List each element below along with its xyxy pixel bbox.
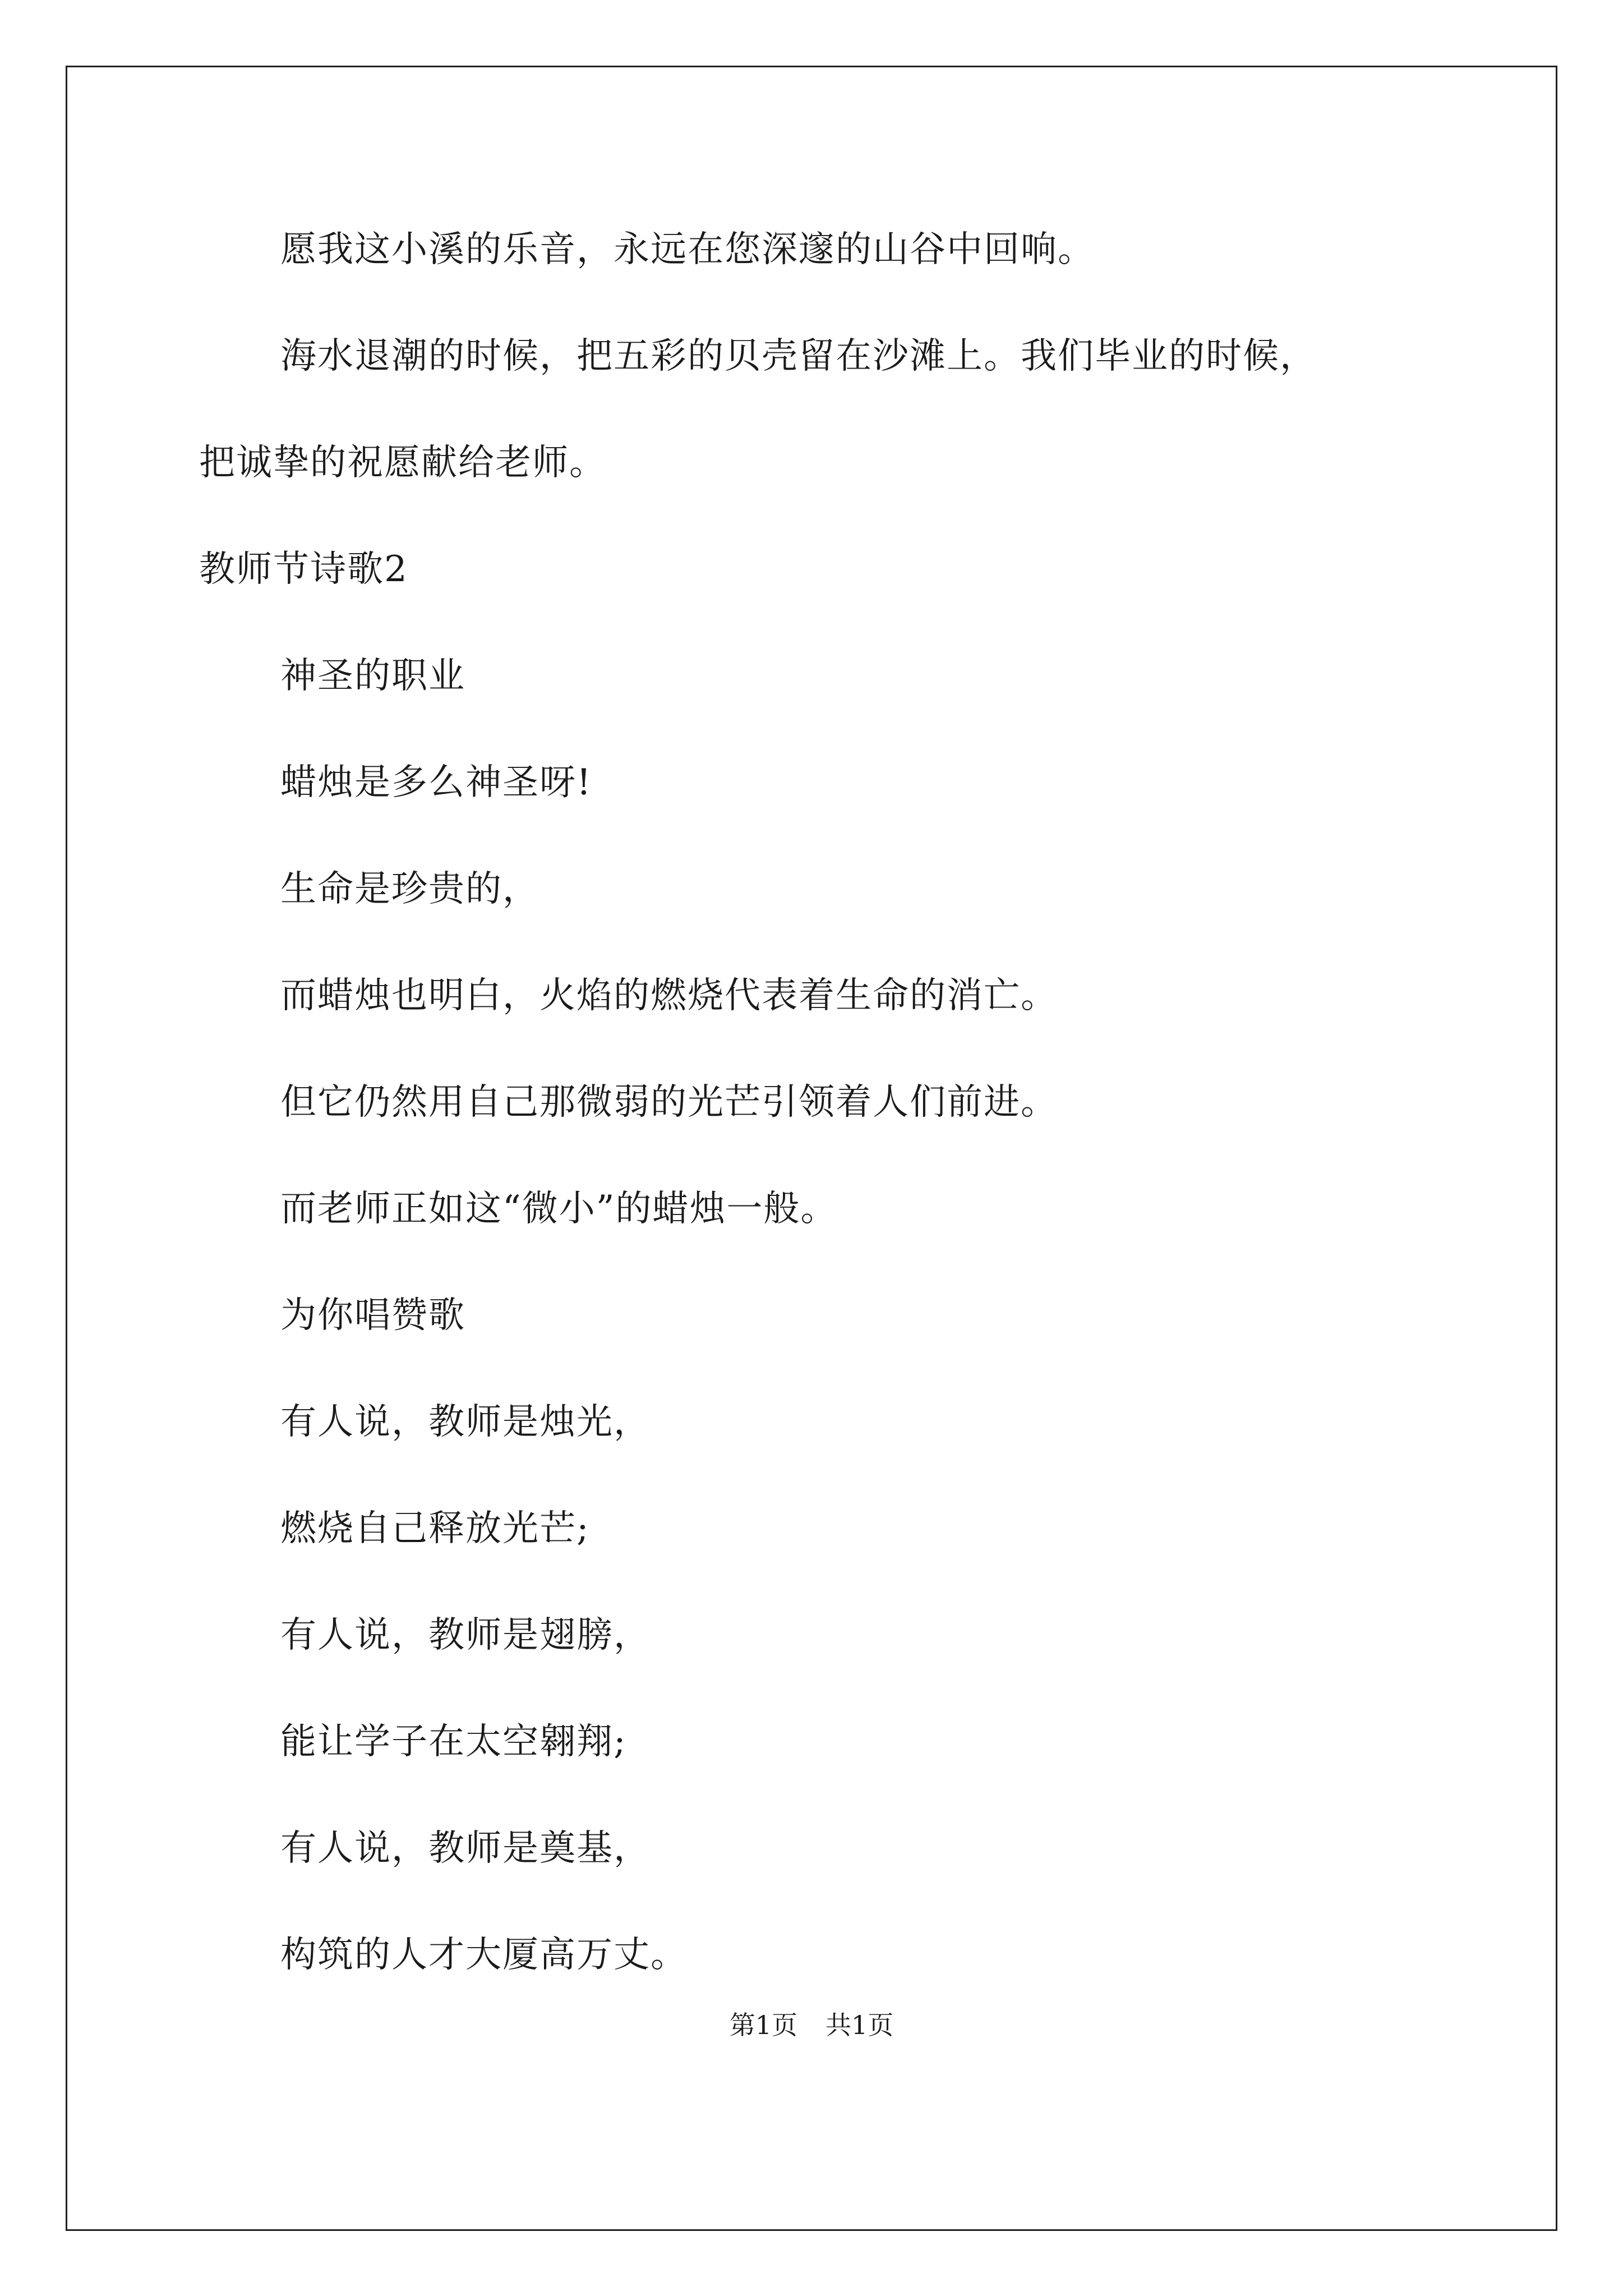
page-total: 共1页 [826, 2010, 894, 2040]
paragraph-2-line-1: 海水退潮的时候，把五彩的贝壳留在沙滩上。我们毕业的时候， [280, 335, 1317, 377]
section-heading: 教师节诗歌2 [199, 549, 408, 590]
poem-line: 有人说，教师是翅膀， [280, 1614, 651, 1656]
poem-line: 有人说，教师是烛光， [280, 1401, 651, 1443]
poem-line: 构筑的人才大厦高万丈。 [280, 1934, 688, 1976]
poem-title-2: 为你唱赞歌 [280, 1295, 465, 1336]
poem-line: 而老师正如这“微小”的蜡烛一般。 [280, 1188, 838, 1230]
poem-line: 蜡烛是多么神圣呀! [280, 762, 592, 803]
poem-line: 生命是珍贵的， [280, 868, 540, 910]
paragraph-1: 愿我这小溪的乐音，永远在您深邃的山谷中回响。 [280, 229, 1095, 270]
page-border [66, 66, 1557, 2231]
poem-line: 有人说，教师是奠基， [280, 1828, 651, 1869]
page-footer [0, 2008, 1623, 2042]
poem-line: 而蜡烛也明白，火焰的燃烧代表着生命的消亡。 [280, 975, 1058, 1016]
page-number: 第1页 [729, 2010, 797, 2040]
poem-line: 能让学子在太空翱翔; [280, 1721, 627, 1763]
poem-line: 但它仍然用自己那微弱的光芒引领着人们前进。 [280, 1082, 1058, 1123]
paragraph-2-line-2: 把诚挚的祝愿献给老师。 [199, 442, 606, 484]
poem-line: 燃烧自己释放光芒; [280, 1508, 590, 1549]
poem-title-1: 神圣的职业 [280, 655, 465, 697]
